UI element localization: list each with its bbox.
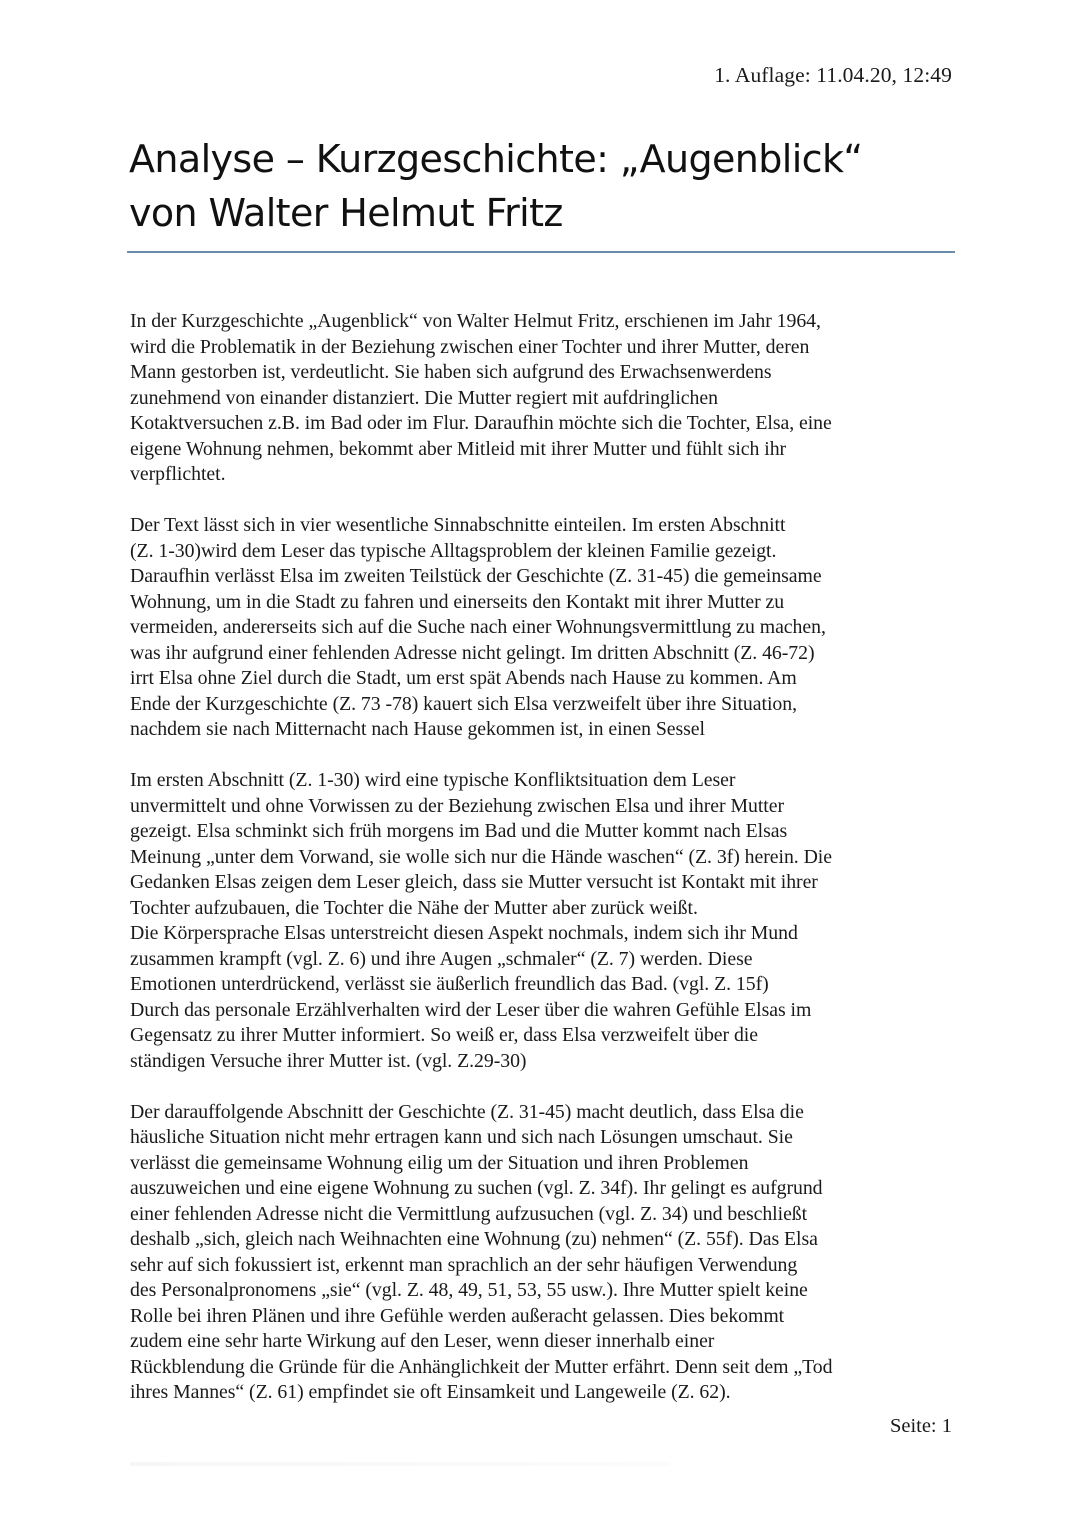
text-line: zunehmend von einander distanziert. Die Mutter regiert mit aufdringlichen	[130, 386, 718, 409]
title-line: Analyse – Kurzgeschichte: „Augenblick“	[129, 137, 863, 181]
text-line: Im ersten Abschnitt (Z. 1-30) wird eine typische Konfliktsituation dem Leser	[130, 769, 736, 791]
text-line: Der Text lässt sich in vier wesentliche Sinnabschnitte einteilen. Im ersten Abschnitt	[130, 514, 786, 536]
text-line: wird die Problematik in der Beziehung zwischen einer Tochter und ihrer Mutter, deren	[130, 335, 810, 358]
document-body	[130, 309, 960, 1431]
text-line: Ende der Kurzgeschichte (Z. 73 -78) kauert sich Elsa verzweifelt über ihre Situation,	[130, 692, 797, 715]
text-line: einer fehlenden Adresse nicht die Vermittlung aufzusuchen (vgl. Z. 34) und beschließt	[130, 1202, 808, 1225]
text-line: Der darauffolgende Abschnitt der Geschichte (Z. 31-45) macht deutlich, dass Elsa die	[130, 1100, 804, 1123]
text-line: Meinung „unter dem Vorwand, sie wolle sich nur die Hände waschen“ (Z. 3f) herein. Die	[130, 845, 832, 868]
text-line: (Z. 1-30)wird dem Leser das typische Alltagsproblem der kleinen Familie gezeigt.	[130, 539, 777, 562]
text-line: Emotionen unterdrückend, verlässt sie äußerlich freundlich das Bad. (vgl. Z. 15f)	[130, 973, 769, 995]
text-line: des Personalpronomens „sie“ (vgl. Z. 48, 49, 51, 53, 55 usw.). Ihre Mutter spielt keine	[130, 1279, 808, 1301]
page-number: Seite: 1	[889, 1415, 952, 1437]
text-line: zudem eine sehr harte Wirkung auf den Leser, wenn dieser innerhalb einer	[130, 1330, 715, 1352]
text-line: In der Kurzgeschichte „Augenblick“ von Walter Helmut Fritz, erschienen im Jahr 1964,	[130, 310, 821, 332]
paragraph-second-section	[130, 1100, 960, 1406]
text-line: gezeigt. Elsa schminkt sich früh morgens im Bad und die Mutter kommt nach Elsas	[130, 820, 788, 842]
text-line: Mann gestorben ist, verdeutlicht. Sie haben sich aufgrund des Erwachsenwerdens	[130, 361, 772, 383]
text-line: eigene Wohnung nehmen, bekommt aber Mitleid mit ihrer Mutter und fühlt sich ihr	[130, 437, 787, 460]
text-line: verpflichtet.	[130, 463, 226, 485]
text-line: auszuweichen und eine eigene Wohnung zu suchen (vgl. Z. 34f). Ihr gelingt es aufgrund	[130, 1177, 823, 1199]
text-line: ihres Mannes“ (Z. 61) empfindet sie oft Einsamkeit und Langeweile (Z. 62).	[130, 1381, 731, 1403]
text-line: unvermittelt und ohne Vorwissen zu der Beziehung zwischen Elsa und ihrer Mutter	[130, 794, 784, 817]
text-line: sehr auf sich fokussiert ist, erkennt man sprachlich an der sehr häufigen Verwendung	[130, 1253, 798, 1276]
text-line: Wohnung, um in die Stadt zu fahren und einerseits den Kontakt mit ihrer Mutter zu	[130, 590, 785, 613]
text-line: Daraufhin verlässt Elsa im zweiten Teilstück der Geschichte (Z. 31-45) die gemeinsame	[130, 565, 822, 587]
text-line: nachdem sie nach Mitternacht nach Hause gekommen ist, in einen Sessel	[130, 718, 705, 740]
text-line: Tochter aufzubauen, die Tochter die Nähe der Mutter aber zurück weißt.	[130, 896, 698, 919]
edition-timestamp: 1. Auflage: 11.04.20, 12:49	[714, 63, 952, 87]
title-line: von Walter Helmut Fritz	[129, 191, 563, 235]
text-line: vermeiden, andererseits sich auf die Suche nach einer Wohnungsvermittlung zu machen,	[130, 616, 826, 638]
paragraph-structure	[130, 513, 960, 743]
text-line: verlässt die gemeinsame Wohnung eilig um der Situation und ihren Problemen	[130, 1151, 749, 1174]
text-line: Gegensatz zu ihrer Mutter informiert. So weiß er, dass Elsa verzweifelt über die	[130, 1024, 758, 1046]
text-line: ständigen Versuche ihrer Mutter ist. (vgl. Z.29-30)	[130, 1049, 527, 1072]
text-line: Rückblendung die Gründe für die Anhänglichkeit der Mutter erfährt. Denn seit dem „Tod	[130, 1355, 833, 1378]
text-line: Rolle bei ihren Plänen und ihre Gefühle werden außeracht gelassen. Dies bekommt	[130, 1304, 785, 1327]
document-title	[129, 132, 959, 240]
text-line: Durch das personale Erzählverhalten wird der Leser über die wahren Gefühle Elsas im	[130, 998, 812, 1021]
text-line: häusliche Situation nicht mehr ertragen kann und sich nach Lösungen umschaut. Sie	[130, 1126, 793, 1148]
paragraph-first-section	[130, 768, 960, 1074]
text-line: irrt Elsa ohne Ziel durch die Stadt, um erst spät Abends nach Hause zu kommen. Am	[130, 667, 797, 689]
text-line: Gedanken Elsas zeigen dem Leser gleich, dass sie Mutter versucht ist Kontakt mit ihrer	[130, 871, 818, 893]
text-line: deshalb „sich, gleich nach Weihnachten eine Wohnung (zu) nehmen“ (Z. 55f). Das Elsa	[130, 1228, 818, 1250]
text-line: Die Körpersprache Elsas unterstreicht diesen Aspekt nochmals, indem sich ihr Mund	[130, 922, 798, 944]
title-divider	[127, 251, 955, 253]
scan-artifact	[130, 1462, 670, 1466]
text-line: Kotaktversuchen z.B. im Bad oder im Flur. Daraufhin möchte sich die Tochter, Elsa, eine	[130, 412, 832, 434]
paragraph-introduction	[130, 309, 960, 488]
text-line: zusammen krampft (vgl. Z. 6) und ihre Augen „schmaler“ (Z. 7) werden. Diese	[130, 947, 753, 970]
text-line: was ihr aufgrund einer fehlenden Adresse nicht gelingt. Im dritten Abschnitt (Z. 46-72)	[130, 641, 815, 664]
